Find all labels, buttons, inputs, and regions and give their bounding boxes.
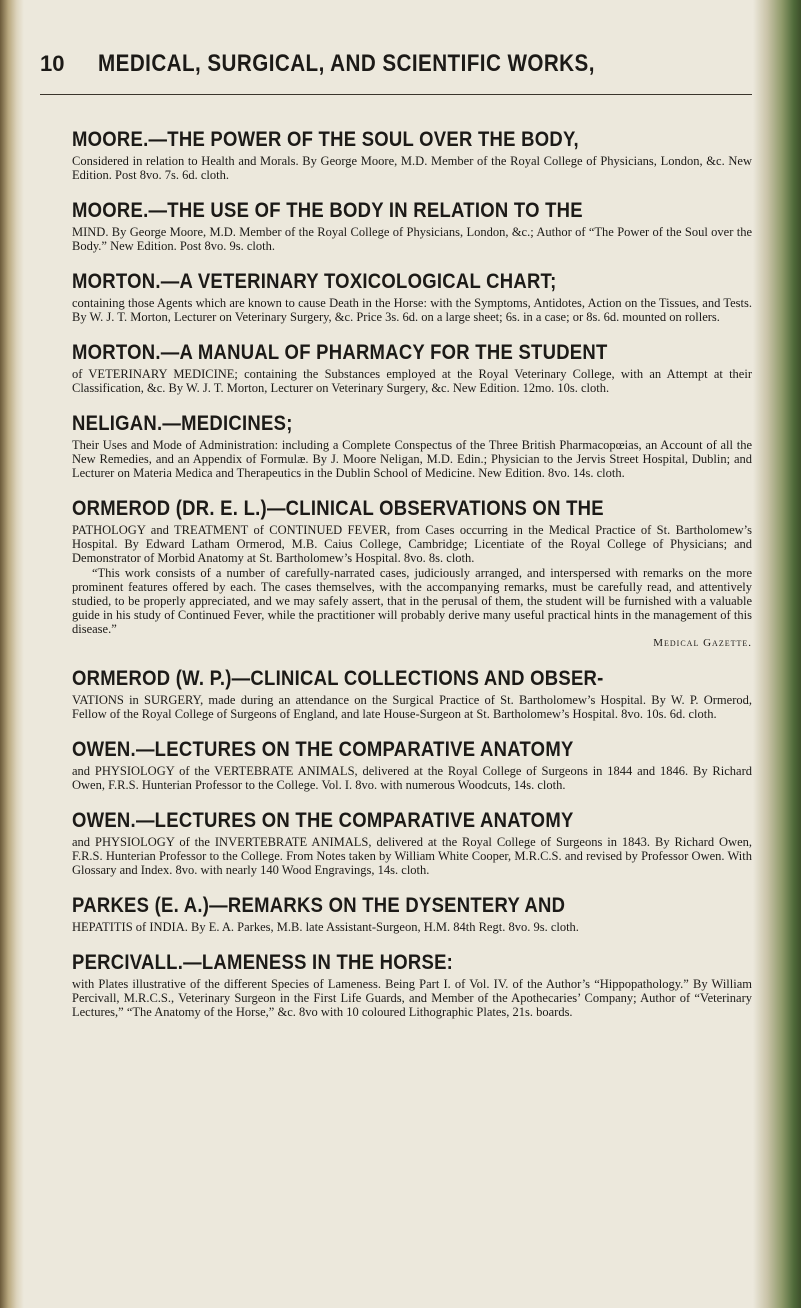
running-head: MEDICAL, SURGICAL, AND SCIENTIFIC WORKS, [98,50,595,77]
entry-description: with Plates illustrative of the different Species of Lameness. Being Part I. of Vol. IV. of the Author’s “Hippopathology.” By William Percivall, M.R.C.S., Veterinary Surgeon in the First Life Guards, and Member of the Apothecaries’ Company; Author of “Veterinary Lectures,” “The Anatomy of the Horse,” &c. 8vo with 10 coloured Lithographic Plates, 21s. boards. [72,977,752,1019]
catalogue-entry [72,411,752,480]
entry-title: NELIGAN.—MEDICINES; [72,412,293,435]
entry-description: containing those Agents which are known to cause Death in the Horse: with the Symptoms, Antidotes, Action on the Tissues, and Tests. By W. J. T. Morton, Lecturer on Veterinary Surgery, &c. Price 3s. 6d. on a large sheet; 6s. in a case; or 8s. 6d. mounted on rollers. [72,296,752,324]
catalogue-entry [72,269,752,324]
book-spine-shadow [0,0,24,1308]
entry-description: of VETERINARY MEDICINE; containing the Substances employed at the Royal Veterinary College, with an Attempt at their Classification, &c. By W. J. T. Morton, Lecturer on Veterinary Surgery, &c. New Edition. 12mo. 10s. cloth. [72,367,752,395]
page-edge-shadow [753,0,801,1308]
entry-title: ORMEROD (W. P.)—CLINICAL COLLECTIONS AND OBSER- [72,667,604,690]
review-quote: “This work consists of a number of carefully-narrated cases, judiciously arranged, and interspersed with remarks on the more prominent features offered by each. The cases themselves, with the accompanying remarks, must be carefully read, and attentively studied, to be properly appreciated, and we may safely assert, that in the perusal of them, the student will be furnished with a valuable guide in his study of Continued Fever, while the practitioner will probably derive many useful practical hints in the management of this disease.” [72,566,752,636]
entry-title: MORTON.—A VETERINARY TOXICOLOGICAL CHART; [72,270,557,293]
entry-description: PATHOLOGY and TREATMENT of CONTINUED FEVER, from Cases occurring in the Medical Practice of St. Bartholomew’s Hospital. By Edward Latham Ormerod, M.B. Caius College, Cambridge; Licentiate of the Royal College of Physicians; and Demonstrator of Morbid Anatomy at St. Bartholomew’s Hospital. 8vo. 8s. cloth. [72,523,752,565]
entry-description: MIND. By George Moore, M.D. Member of the Royal College of Physicians, London, &c.; Author of “The Power of the Soul over the Body.” New Edition. Post 8vo. 9s. cloth. [72,225,752,253]
catalogue-entry [72,496,752,650]
entry-description: and PHYSIOLOGY of the VERTEBRATE ANIMALS, delivered at the Royal College of Surgeons in 1844 and 1846. By Richard Owen, F.R.S. Hunterian Professor to the College. Vol. I. 8vo. with numerous Woodcuts, 14s. cloth. [72,764,752,792]
catalogue-entry [72,340,752,395]
catalogue-entry [72,808,752,877]
page-number: 10 [40,51,65,76]
catalogue-page [40,50,752,1035]
catalogue-entry [72,127,752,182]
entry-title: ORMEROD (DR. E. L.)—CLINICAL OBSERVATIONS ON THE [72,497,604,520]
entry-title: OWEN.—LECTURES ON THE COMPARATIVE ANATOMY [72,809,574,832]
entry-description: and PHYSIOLOGY of the INVERTEBRATE ANIMALS, delivered at the Royal College of Surgeons in 1843. By Richard Owen, F.R.S. Hunterian Professor to the College. From Notes taken by William White Cooper, M.R.C.S. and revised by Professor Owen. With Glossary and Index. 8vo. with nearly 140 Wood Engravings, 14s. cloth. [72,835,752,877]
review-source: Medical Gazette. [653,637,752,649]
catalogue-entry [72,737,752,792]
entry-title: OWEN.—LECTURES ON THE COMPARATIVE ANATOMY [72,738,574,761]
entry-description: Their Uses and Mode of Administration: including a Complete Conspectus of the Three British Pharmacopœias, an Account of all the New Remedies, and an Appendix of Formulæ. By J. Moore Neligan, M.D. Edin.; Physician to the Jervis Street Hospital, Dublin; and Lecturer on Materia Medica and Therapeutics in the Dublin School of Medicine. New Edition. 8vo. 14s. cloth. [72,438,752,480]
catalogue-entry [72,893,752,934]
entry-title: PERCIVALL.—LAMENESS IN THE HORSE: [72,951,454,974]
entry-title: MORTON.—A MANUAL OF PHARMACY FOR THE STUDENT [72,341,608,364]
catalogue-entry [72,198,752,253]
catalogue-entry [72,666,752,721]
catalogue-entry [72,950,752,1019]
entry-title: MOORE.—THE USE OF THE BODY IN RELATION TO THE [72,199,583,222]
entry-title: MOORE.—THE POWER OF THE SOUL OVER THE BODY, [72,128,579,151]
entry-description: HEPATITIS of INDIA. By E. A. Parkes, M.B. late Assistant-Surgeon, H.M. 84th Regt. 8vo. 9s. cloth. [72,920,579,934]
entry-description: VATIONS in SURGERY, made during an attendance on the Surgical Practice of St. Bartholomew’s Hospital. By W. P. Ormerod, Fellow of the Royal College of Surgeons of England, and late House-Surgeon at St. Bartholomew’s Hospital. 8vo. 10s. 6d. cloth. [72,693,752,721]
entry-title: PARKES (E. A.)—REMARKS ON THE DYSENTERY AND [72,894,566,917]
page-header [40,50,752,95]
entry-description: Considered in relation to Health and Morals. By George Moore, M.D. Member of the Royal College of Physicians, London, &c. New Edition. Post 8vo. 7s. 6d. cloth. [72,154,752,182]
